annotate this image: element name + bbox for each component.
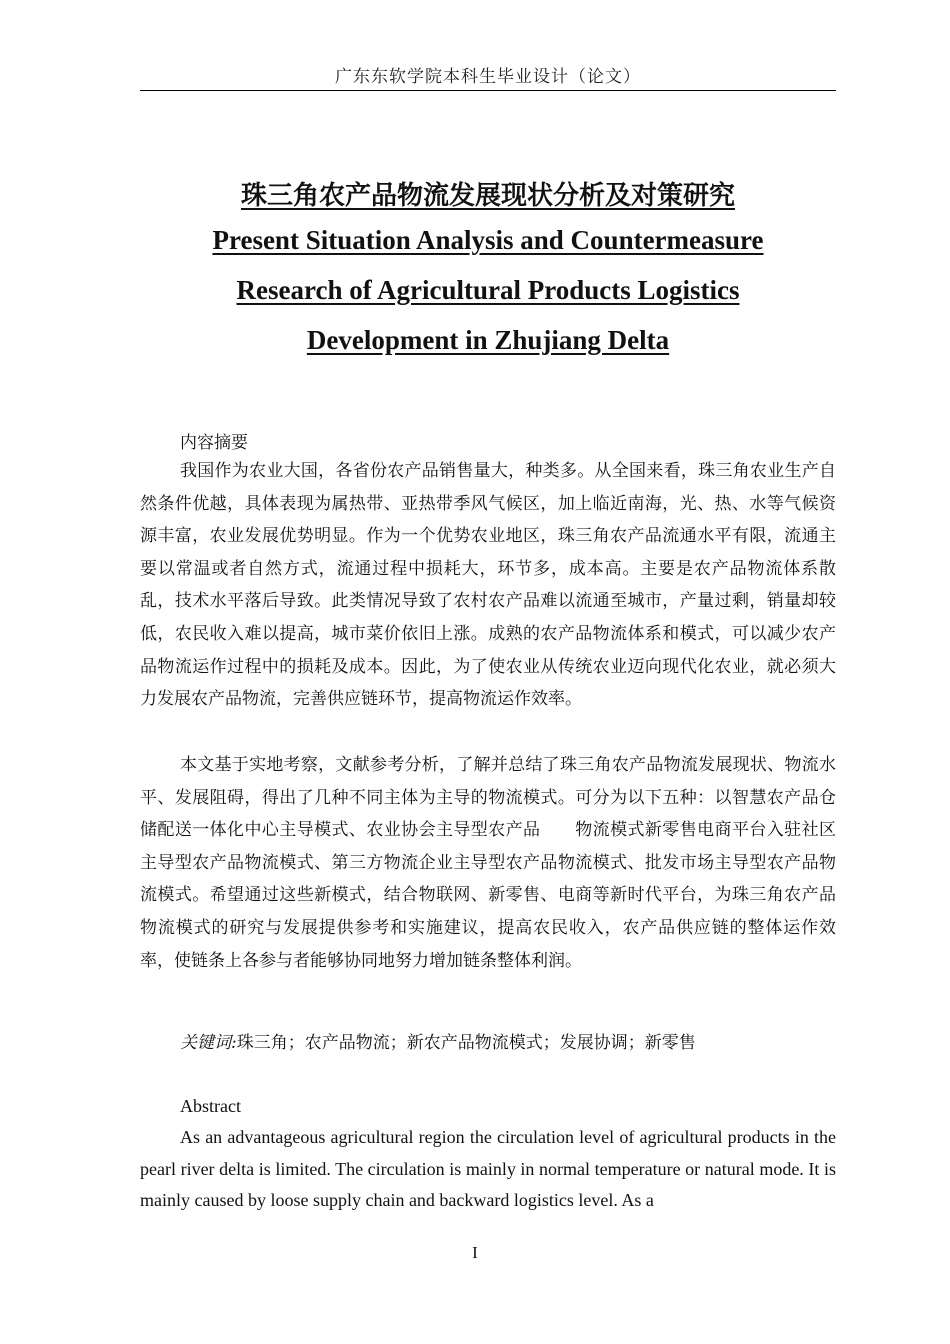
title-english-line-2: Research of Agricultural Products Logistics	[236, 275, 740, 305]
keywords-text: 珠三角；农产品物流；新农产品物流模式；发展协调；新零售	[236, 1033, 696, 1053]
keywords-label: 关键词:	[180, 1033, 237, 1053]
title-english-line-1: Present Situation Analysis and Countermeasure	[212, 225, 764, 255]
abstract-en-paragraph: As an advantageous agricultural region the circulation level of agricultural products in the pearl river delta is limited. The circulation is mainly in normal temperature or natural mode. It is mainly caused by loose supply chain and backward logistics level. As a	[140, 1127, 836, 1210]
abstract-cn-paragraph-1: 我国作为农业大国，各省份农产品销售量大，种类多。从全国来看，珠三角农业生产自然条件优越，具体表现为属热带、亚热带季风气候区，加上临近南海，光、热、水等气候资源丰富，农业发展优势明显。作为一个优势农业地区，珠三角农产品流通水平有限，流通主要以常温或者自然方式，流通过程中损耗大，环节多，成本高。主要是农产品物流体系散乱，技术水平落后导致。此类情况导致了农村农产品难以流通至城市，产量过剩，销量却较低，农民收入难以提高，城市菜价依旧上涨。成熟的农产品物流体系和模式，可以减少农产品物流运作过程中的损耗及成本。因此，为了使农业从传统农业迈向现代化农业，就必须大力发展农产品物流，完善供应链环节，提高物流运作效率。	[140, 461, 836, 710]
title-english-line-3: Development in Zhujiang Delta	[306, 325, 670, 355]
title-chinese: 珠三角农产品物流发展现状分析及对策研究	[240, 181, 735, 211]
abstract-cn-paragraph-2: 本文基于实地考察，文献参考分析，了解并总结了珠三角农产品物流发展现状、物流水平、发展阻碍，得出了几种不同主体为主导的物流模式。可分为以下五种：以智慧农产品仓储配送一体化中心主导模式、农业协会主导型农产品 物流模式新零售电商平台入驻社区主导型农产品物流模式、第三方物流企业主导型农产品物流模式、批发市场主导型农产品物流模式。希望通过这些新模式，结合物联网、新零售、电商等新时代平台，为珠三角农产品物流模式的研究与发展提供参考和实施建议，提高农民收入，农产品供应链的整体运作效率，使链条上各参与者能够协同地努力增加链条整体利润。	[140, 755, 836, 971]
running-header: 广东东软学院本科生毕业设计（论文）	[335, 67, 641, 87]
abstract-cn-label: 内容摘要	[180, 433, 248, 453]
keywords-line	[180, 1028, 696, 1053]
page-number: I	[472, 1243, 478, 1262]
header-rule	[140, 90, 836, 91]
abstract-en-label: Abstract	[180, 1096, 241, 1116]
